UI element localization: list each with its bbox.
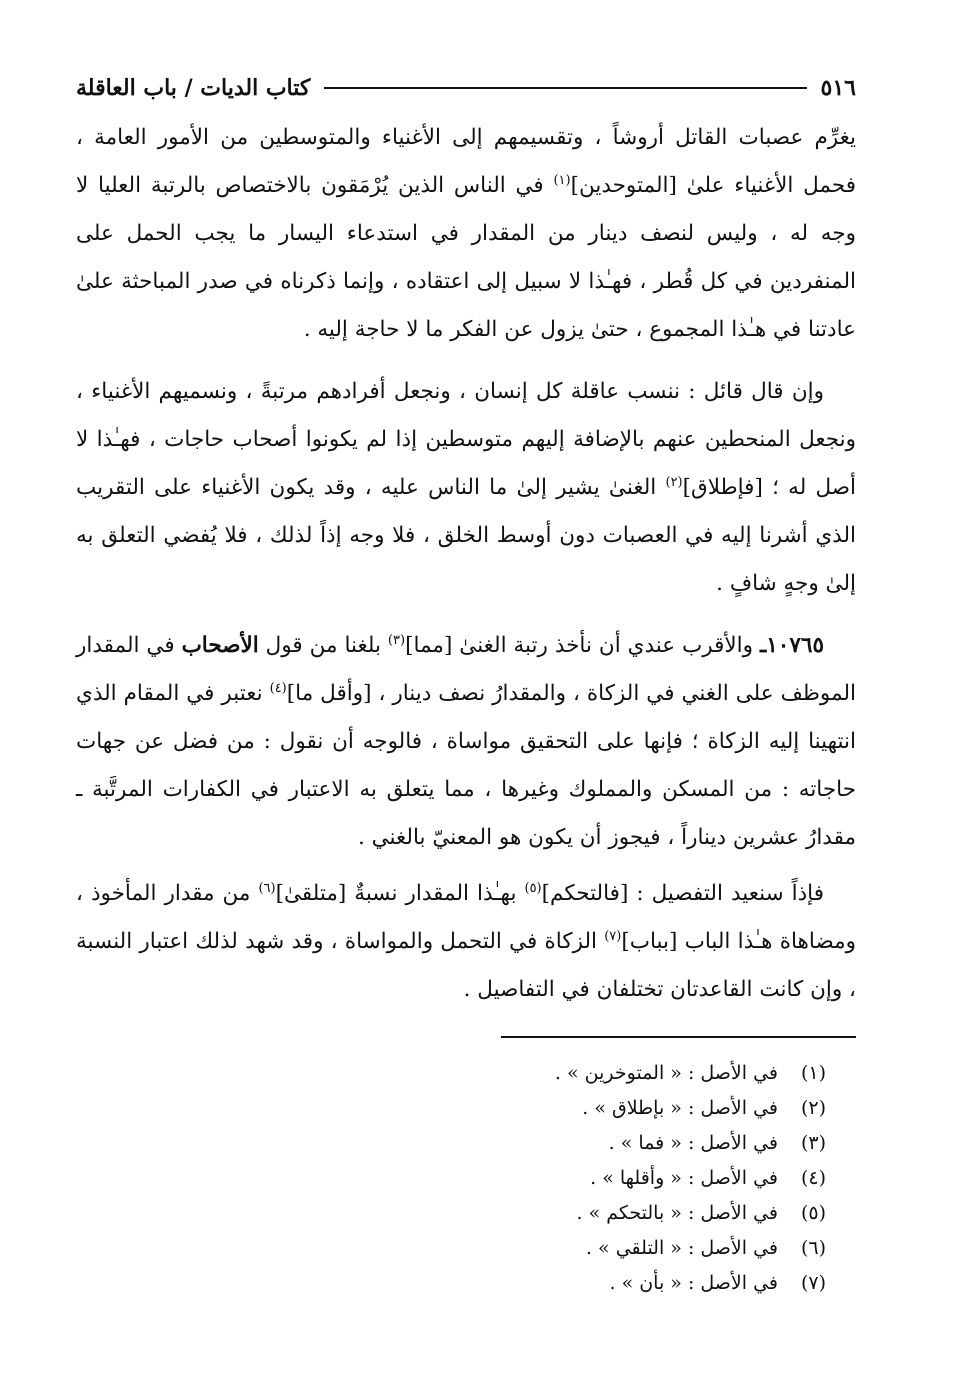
page-number: ٥١٦	[820, 75, 856, 101]
footnote-ref-1[interactable]: (١)	[553, 172, 571, 188]
footnote-ref-4[interactable]: (٤)	[269, 680, 287, 696]
header-rule	[324, 87, 806, 89]
footnote-ref-5[interactable]: (٥)	[524, 880, 542, 896]
footnote-item: (٤) في الأصل : « وأقلها » .	[590, 1167, 826, 1189]
footnote-item: (٧) في الأصل : « بأن » .	[609, 1272, 826, 1294]
paragraph-3: ١٠٧٦٥ـ والأقرب عندي أن نأخذ رتبة الغنىٰ [مما]$^{(٣)}$ بلغنا من قول الأصحاب في المقدار الموظف على الغني في الزكاة ، والمقدارُ نصف دينار ، [وأقل ما]$^{(٤)}$ نعتبر في المقام الذي انتهينا إليه الزكاة ؛ فإنها على التحقيق مواساة ، فالوجه أن نقول : من فضل عن جهات حاجاته : من المسكن والمملوك وغيرها ، مما يتعلق به الاعتبار في الكفارات المرتَّبة ـ مقدارُ عشرين ديناراً ، فيجوز أن يكون هو المعنيّ بالغني .	[76, 632, 856, 850]
footnote-item: (٢) في الأصل : « بإطلاق » .	[582, 1097, 826, 1119]
paragraph-2: وإن قال قائل : ننسب عاقلة كل إنسان ، ونجعل أفرادهم مرتبةً ، ونسميهم الأغنياء ، ونجعل المنحطين عنهم بالإضافة إليهم متوسطين إذا لم يكونوا أصحاب حاجات ، فهـٰذا لا أصل له ؛ [فإطلاق]$^{(٢)}$ الغنىٰ يشير إلىٰ ما الناس عليه ، وقد يكون الأغنياء على التقريب الذي أشرنا إليه في العصبات دون أوسط الخلق ، فلا وجه إذاً لذلك ، فلا يُفضي التعلق به إلىٰ وجهٍ شافٍ .	[76, 379, 857, 596]
footnote-item: (١) في الأصل : « المتوخرين » .	[554, 1062, 826, 1084]
footnote-item: (٥) في الأصل : « بالتحكم » .	[576, 1202, 826, 1224]
body-text	[76, 114, 856, 1014]
paragraph-4: فإذاً سنعيد التفصيل : [فالتحكم]$^{(٥)}$ بهـٰذا المقدار نسبةٌ [متلقىٰ]$^{(٦)}$ من مقدار المأخوذ ، ومضاهاة هـٰذا الباب [بباب]$^{(٧)}$ الزكاة في التحمل والمواساة ، وقد شهد لذلك اعتبار النسبة ، وإن كانت القاعدتان تختلفان في التفاصيل .	[76, 880, 856, 1002]
book-page	[76, 62, 856, 1301]
footnote-ref-3[interactable]: (٣)	[387, 632, 406, 648]
issue-number: ١٠٧٦٥ـ	[759, 633, 824, 658]
footnote-ref-7[interactable]: (٧)	[604, 928, 622, 944]
footnote-separator	[501, 1036, 856, 1038]
footnote-ref-6[interactable]: (٦)	[258, 880, 276, 896]
running-title: كتاب الديات / باب العاقلة	[76, 75, 311, 101]
footnotes	[76, 1056, 856, 1301]
footnote-ref-2[interactable]: (٢)	[665, 474, 683, 490]
page-header	[76, 62, 856, 114]
footnote-item: (٣) في الأصل : « فما » .	[608, 1132, 826, 1154]
bold-term: الأصحاب	[181, 633, 259, 658]
paragraph-1: يغرِّم عصبات القاتل أروشاً ، وتقسيمهم إلى الأغنياء والمتوسطين من الأمور العامة ، فحمل الأغنياء علىٰ [المتوحدين]$^{(١)}$ في الناس الذين يُرْمَقون بالاختصاص بالرتبة العليا لا وجه له ، وليس لنصف دينار من المقدار في استدعاء اليسار ما يجب الحمل على المنفردين في كل قُطر ، فهـٰذا لا سبيل إلى اعتقاده ، وإنما ذكرناه في صدر المباحثة علىٰ عادتنا في هـٰذا المجموع ، حتىٰ يزول عن الفكر ما لا حاجة إليه .	[76, 125, 857, 342]
footnote-item: (٦) في الأصل : « التلقي » .	[585, 1237, 826, 1259]
